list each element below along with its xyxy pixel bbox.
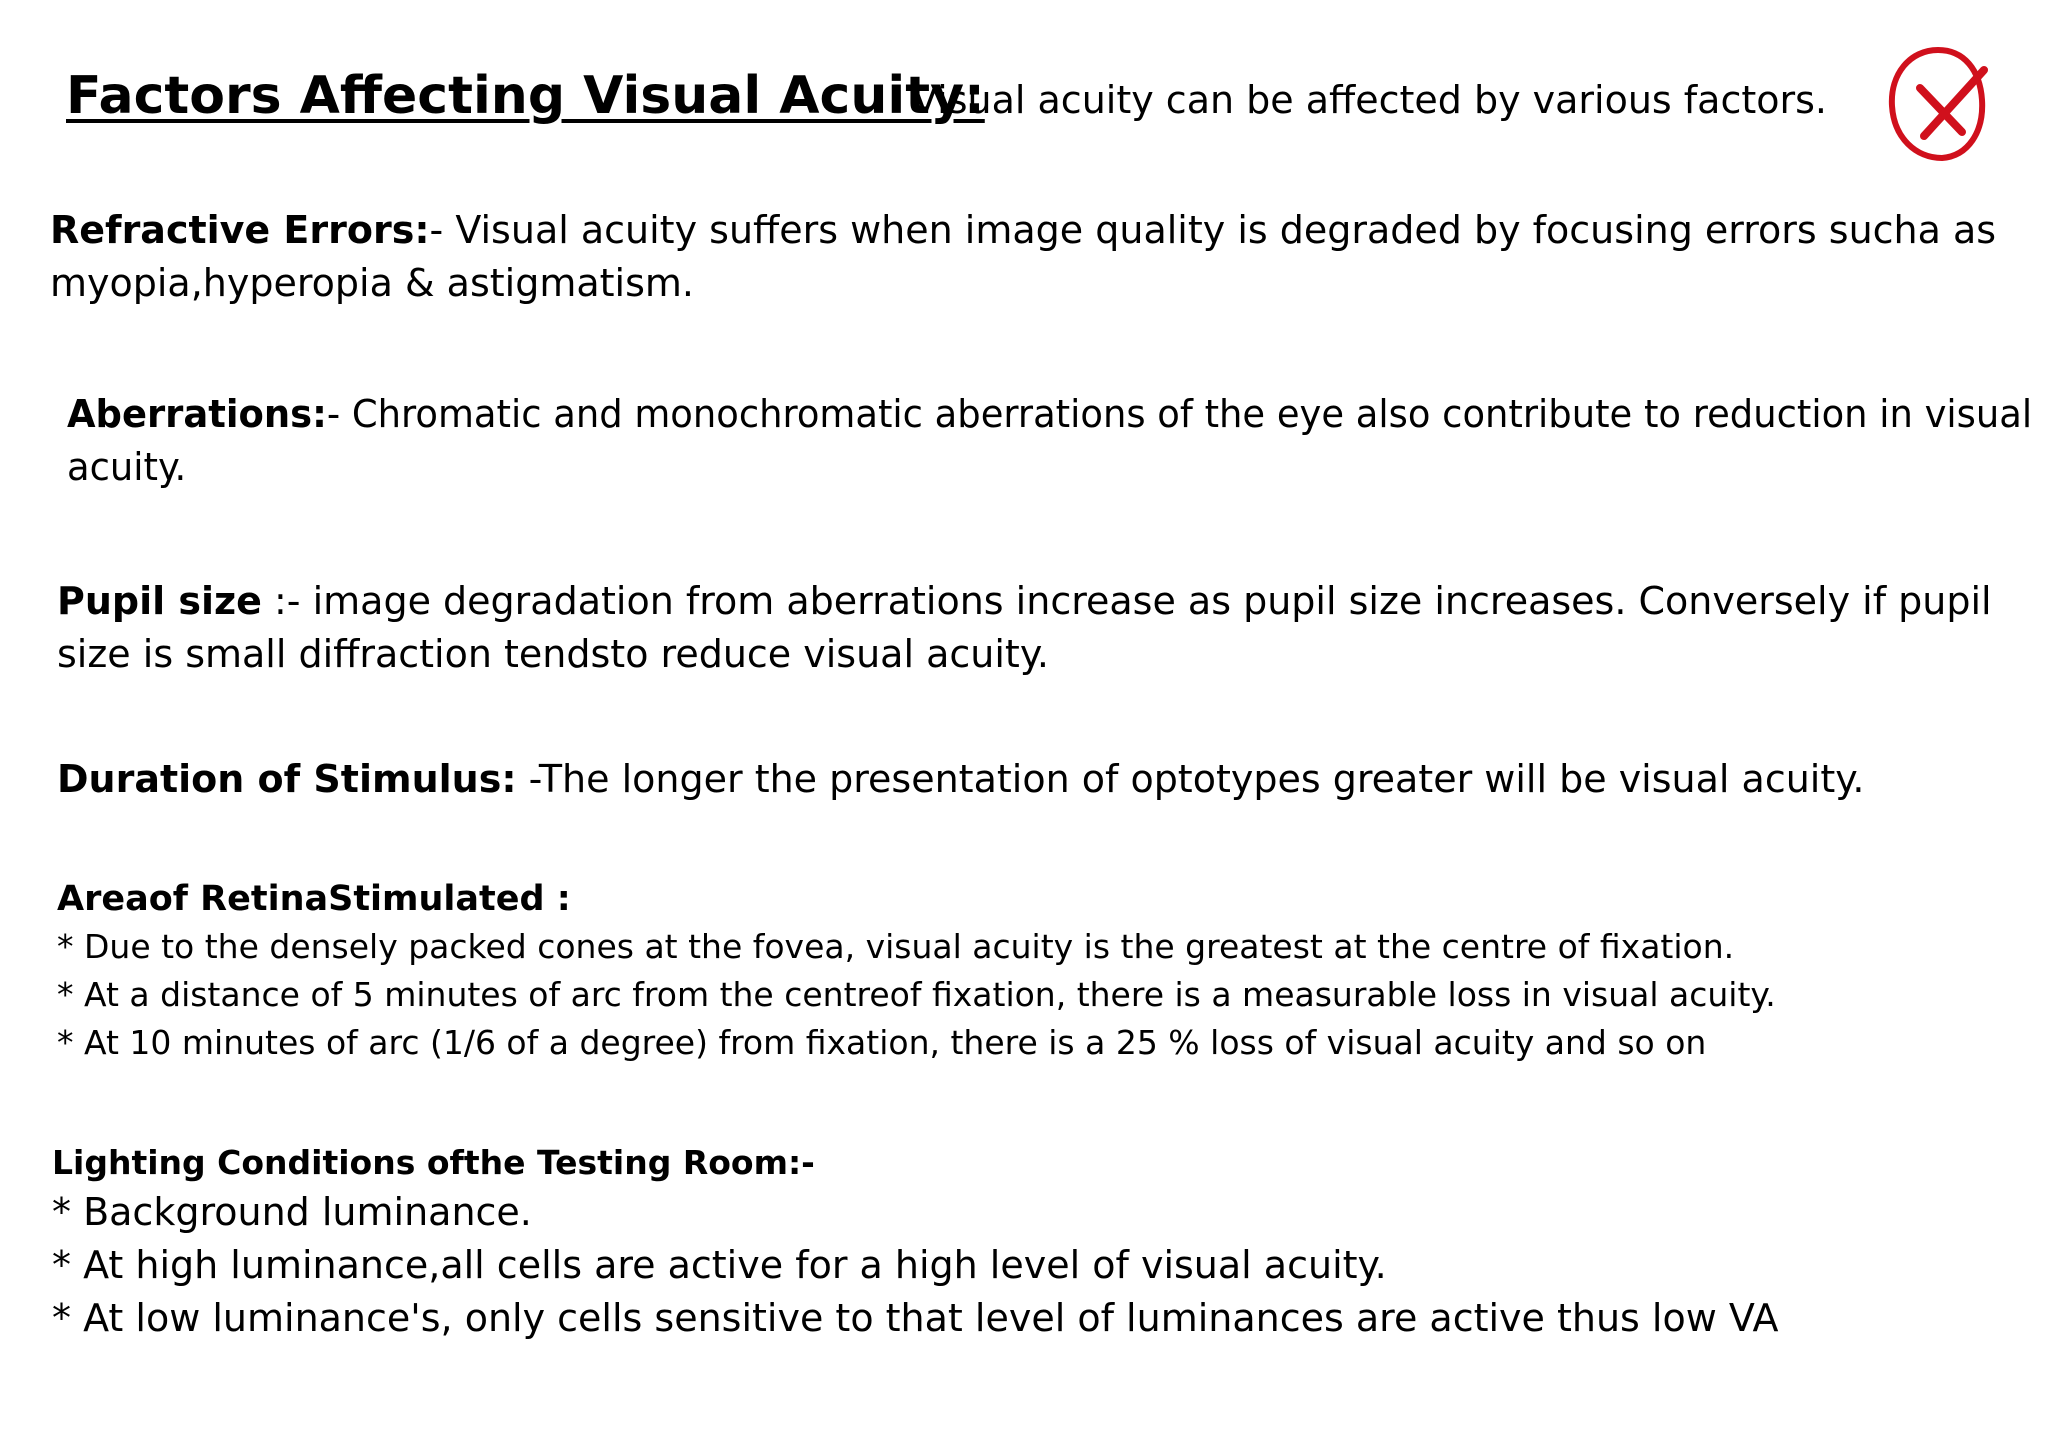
- duration-label: Duration of Stimulus:: [57, 757, 517, 801]
- duration-line-1: [57, 753, 1864, 806]
- duration-text-1: The longer the presentation of optotypes greater will be visual acuity.: [538, 757, 1865, 801]
- list-item: * Background luminance.: [52, 1190, 532, 1234]
- refractive-errors-text-1: Visual acuity suffers when image quality is degraded by focusing errors sucha as: [455, 208, 1997, 252]
- aberrations-paragraph: [67, 388, 2032, 494]
- close-icon-stroke-1: [1920, 88, 1962, 132]
- pupil-size-separator: :-: [261, 579, 313, 623]
- list-item: * Due to the densely packed cones at the fovea, visual acuity is the greatest at the centre of fixation.: [57, 927, 1735, 966]
- duration-paragraph: [57, 753, 1864, 806]
- aberrations-text-2: acuity.: [67, 445, 187, 489]
- close-icon[interactable]: [1880, 40, 1988, 168]
- aberrations-separator: -: [326, 392, 352, 436]
- lighting-section: [52, 1140, 1778, 1345]
- pupil-size-paragraph: [57, 575, 1992, 681]
- refractive-errors-separator: -: [429, 208, 456, 252]
- duration-separator: -: [516, 757, 539, 801]
- pupil-size-line-1: [57, 575, 1992, 628]
- refractive-errors-paragraph: [50, 204, 1996, 310]
- aberrations-line-1: [67, 388, 2032, 441]
- list-item: * At low luminance's, only cells sensitive to that level of luminances are active thus low VA: [52, 1296, 1779, 1340]
- refractive-errors-text-2: myopia,hyperopia & astigmatism.: [50, 261, 694, 305]
- aberrations-text-1: Chromatic and monochromatic aberrations of the eye also contribute to reduction in visual: [351, 392, 2033, 436]
- lighting-heading: Lighting Conditions ofthe Testing Room:-: [52, 1143, 815, 1182]
- pupil-size-text-1: image degradation from aberrations increase as pupil size increases. Conversely if pupil: [312, 579, 1992, 623]
- page-subtitle: Visual acuity can be affected by various factors.: [912, 78, 1828, 122]
- refractive-errors-label: Refractive Errors:: [50, 208, 430, 252]
- pupil-size-text-2: size is small diffraction tendsto reduce visual acuity.: [57, 632, 1049, 676]
- retina-area-heading: Areaof RetinaStimulated :: [57, 879, 571, 919]
- pupil-size-label: Pupil size: [57, 579, 262, 623]
- refractive-errors-line-1: [50, 204, 1996, 257]
- list-item: * At a distance of 5 minutes of arc from the centreof fixation, there is a measurable loss in visual acuity.: [57, 975, 1776, 1014]
- page-title: Factors Affecting Visual Acuity:: [66, 66, 985, 126]
- retina-area-section: [57, 875, 1776, 1067]
- list-item: * At high luminance,all cells are active for a high level of visual acuity.: [52, 1243, 1387, 1287]
- list-item: * At 10 minutes of arc (1/6 of a degree) from fixation, there is a 25 % loss of visual acuity and so on: [57, 1023, 1707, 1062]
- aberrations-label: Aberrations:: [67, 392, 327, 436]
